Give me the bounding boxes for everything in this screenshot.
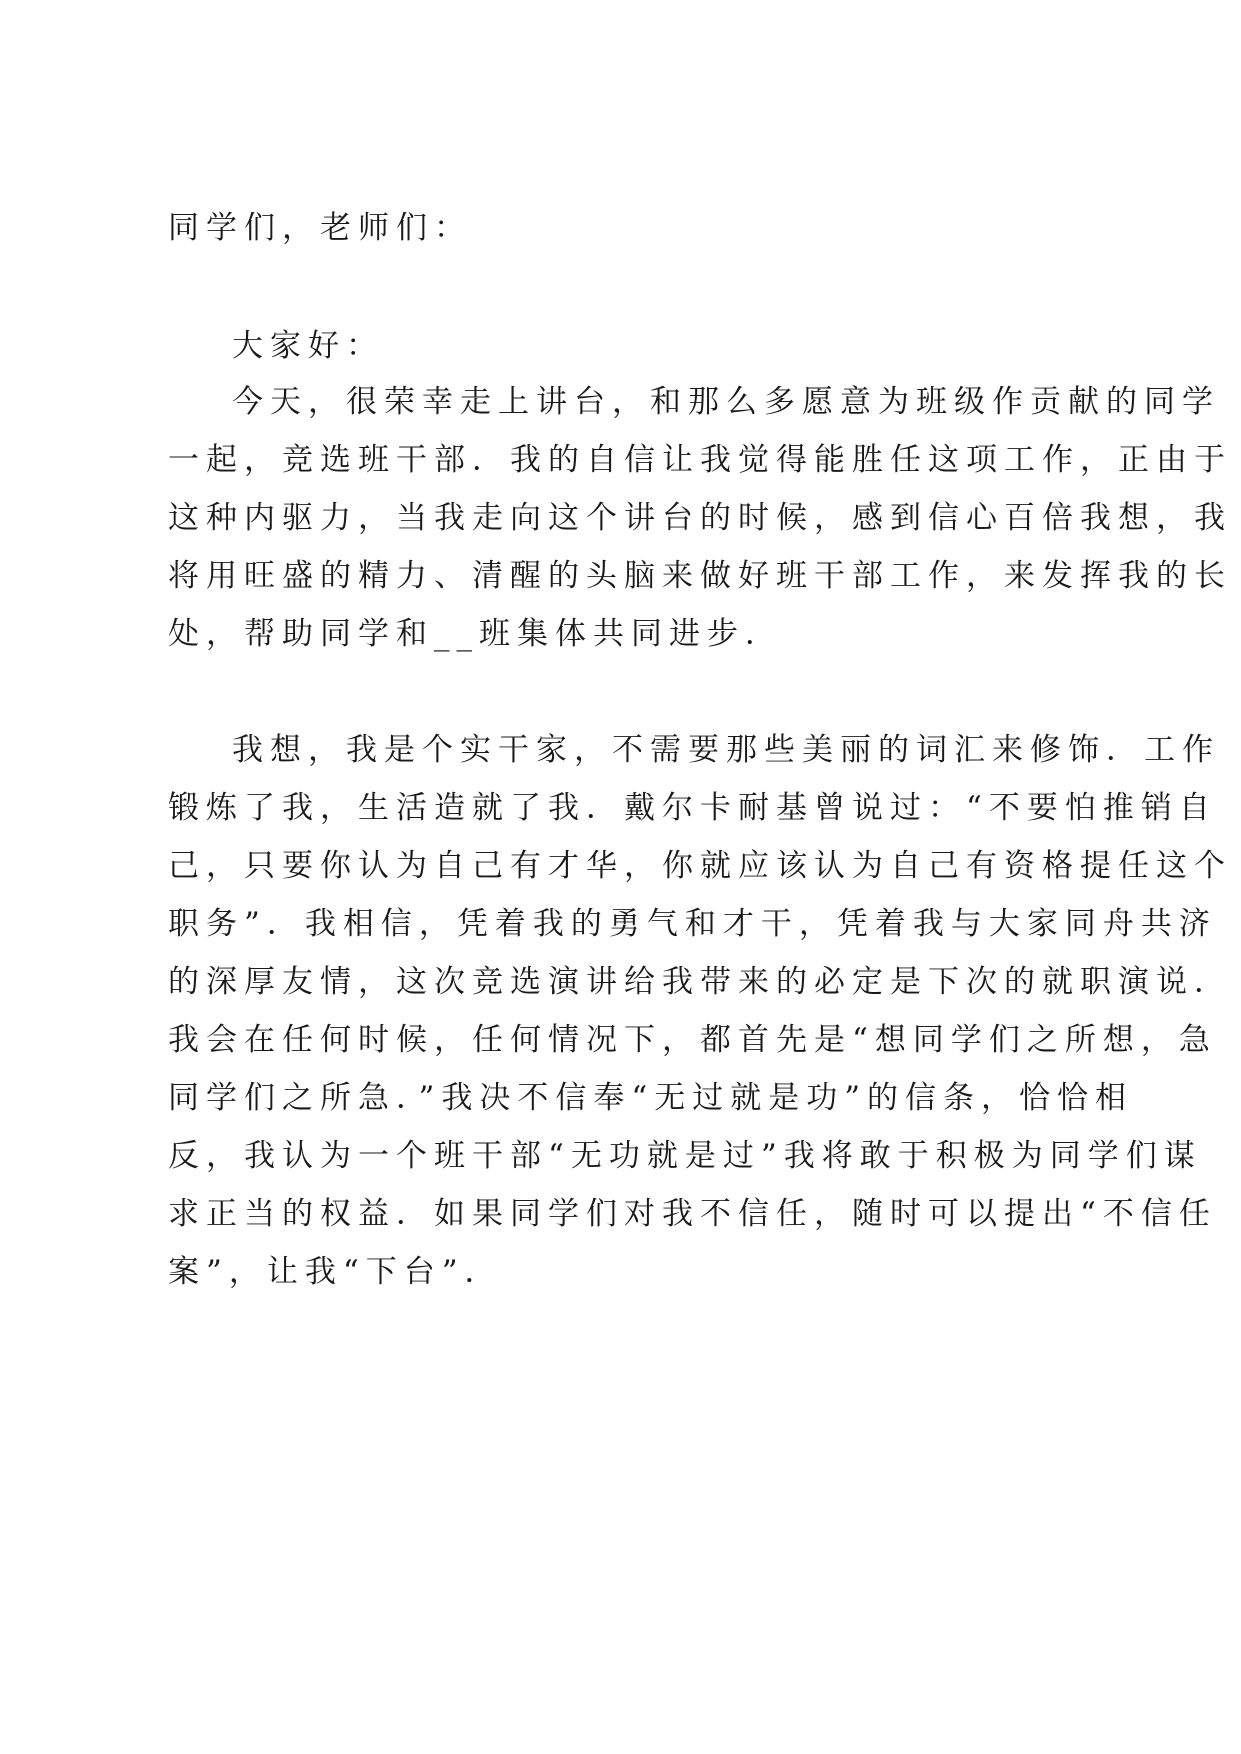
paragraph-1-line-1: 今天，很荣幸走上讲台，和那么多愿意为班级作贡献的同学	[232, 384, 1220, 420]
paragraph-2-line-4: 职务”．我相信，凭着我的勇气和才干，凭着我与大家同舟共济	[168, 906, 1217, 942]
salutation: 同学们，老师们：	[168, 210, 472, 246]
paragraph-1-line-5: 处，帮助同学和__班集体共同进步．	[168, 616, 783, 652]
paragraph-2-line-10: 案”，让我“下台”．	[168, 1254, 503, 1290]
paragraph-2-line-2: 锻炼了我，生活造就了我．戴尔卡耐基曾说过：“不要怕推销自	[168, 790, 1217, 826]
paragraph-2-line-5: 的深厚友情，这次竞选演讲给我带来的必定是下次的就职演说．	[168, 964, 1232, 1000]
paragraph-2-line-8: 反，我认为一个班干部“无功就是过”我将敢于积极为同学们谋	[168, 1138, 1202, 1174]
paragraph-2-line-7: 同学们之所急．”我决不信奉“无过就是功”的信条，恰恰相	[168, 1080, 1134, 1116]
paragraph-2-line-9: 求正当的权益．如果同学们对我不信任，随时可以提出“不信任	[168, 1196, 1217, 1232]
paragraph-2-line-1: 我想，我是个实干家，不需要那些美丽的词汇来修饰．工作	[232, 732, 1220, 768]
paragraph-1-line-2: 一起，竞选班干部．我的自信让我觉得能胜任这项工作，正由于	[168, 442, 1232, 478]
greeting: 大家好：	[232, 328, 384, 364]
paragraph-2-line-6: 我会在任何时候，任何情况下，都首先是“想同学们之所想，急	[168, 1022, 1217, 1058]
paragraph-1-line-3: 这种内驱力，当我走向这个讲台的时候，感到信心百倍我想，我	[168, 500, 1232, 536]
paragraph-1-line-4: 将用旺盛的精力、清醒的头脑来做好班干部工作，来发挥我的长	[168, 558, 1232, 594]
paragraph-2-line-3: 己，只要你认为自己有才华，你就应该认为自己有资格提任这个	[168, 848, 1232, 884]
